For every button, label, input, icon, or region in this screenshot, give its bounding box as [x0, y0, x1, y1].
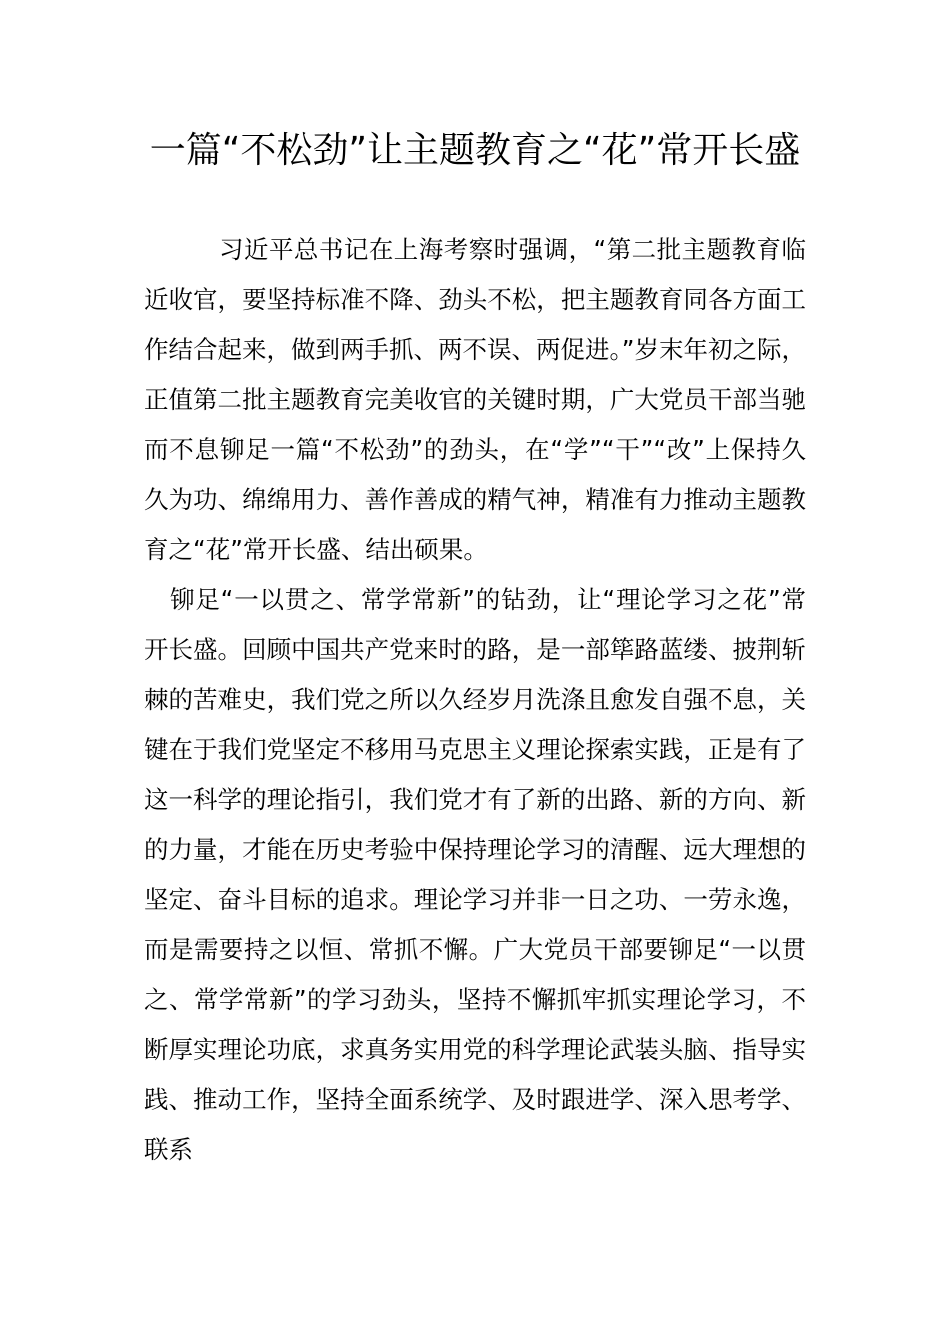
paragraph-intro: 习近平总书记在上海考察时强调，“第二批主题教育临近收官，要坚持标准不降、劲头不松，把主题教育同各方面工作结合起来，做到两手抓、两不误、两促进。”岁末年初之际，正值第二批主题教育完美收官的关键时期，广大党员干部当驰而不息铆足一篇“不松劲”的劲头，在“学”“干”“改”上保持久久为功、绵绵用力、善作善成的精气神，精准有力推动主题教育之“花”常开长盛、结出硕果。: [144, 235, 806, 564]
paragraph-theory-study: 铆足“一以贯之、常学常新”的钻劲，让“理论学习之花”常开长盛。回顾中国共产党来时的路，是一部筚路蓝缕、披荆斩棘的苦难史，我们党之所以久经岁月洗涤且愈发自强不息，关键在于我们党坚定不移用马克思主义理论探索实践，正是有了这一科学的理论指引，我们党才有了新的出路、新的方向、新的力量，才能在历史考验中保持理论学习的清醒、远大理想的坚定、奋斗目标的追求。理论学习并非一日之功、一劳永逸，而是需要持之以恒、常抓不懈。广大党员干部要铆足“一以贯之、常学常新”的学习劲头，坚持不懈抓牢抓实理论学习，不断厚实理论功底，求真务实用党的科学理论武装头脑、指导实践、推动工作，坚持全面系统学、及时跟进学、深入思考学、联系: [144, 585, 806, 1164]
document-body: [144, 225, 806, 1175]
document-title: 一篇“不松劲”让主题教育之“花”常开长盛: [149, 130, 801, 171]
